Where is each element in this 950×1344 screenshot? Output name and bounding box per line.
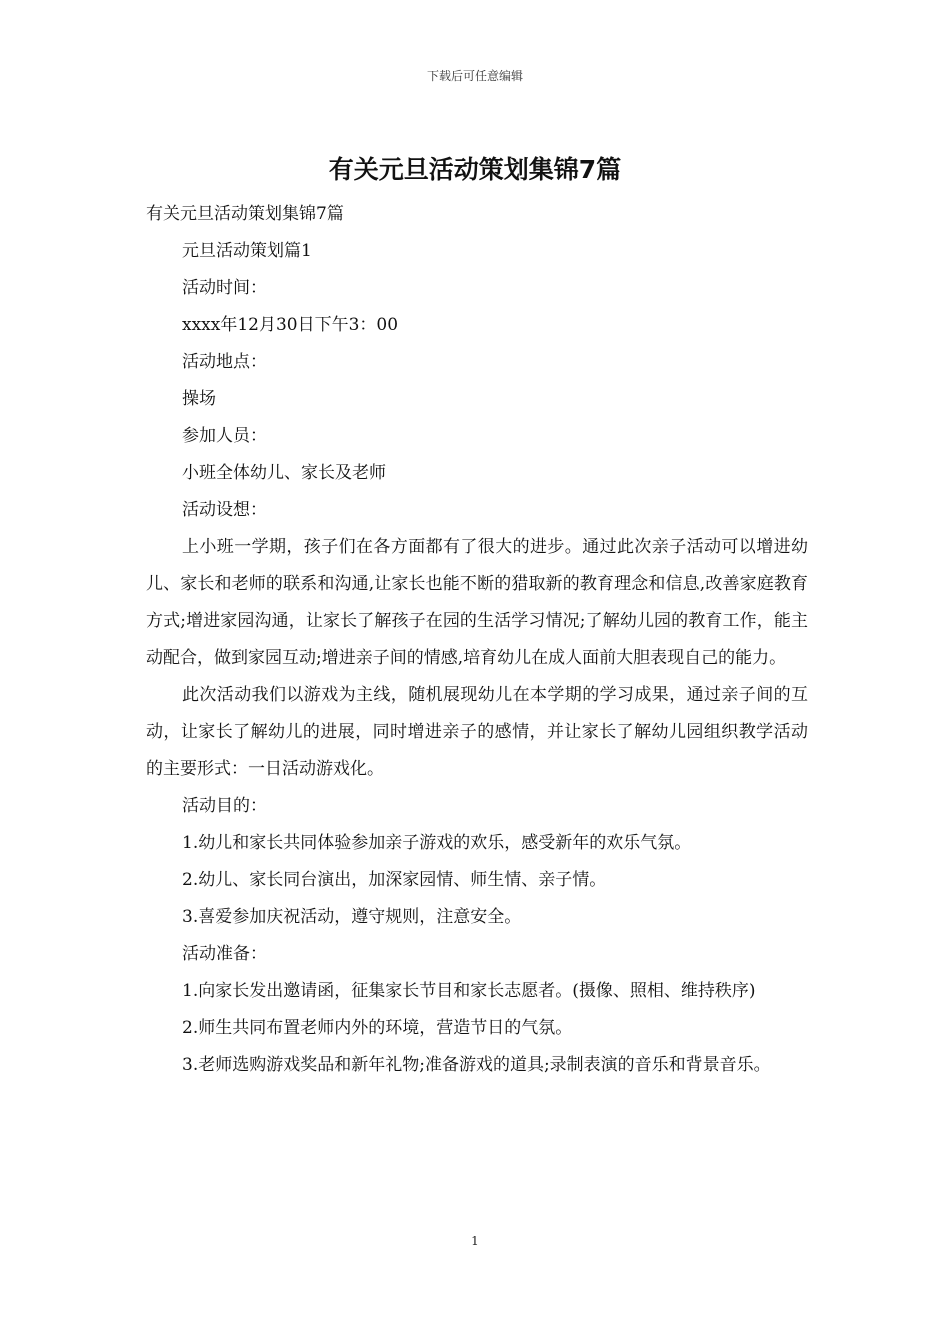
prep-item-2: 2.师生共同布置老师内外的环境，营造节日的气氛。 [182, 1018, 573, 1038]
idea-paragraph-2: 此次活动我们以游戏为主线，随机展现幼儿在本学期的学习成果，通过亲子间的互动，让家长了解幼儿的进展，同时增进亲子的感情，并让家长了解幼儿园组织教学活动的主要形式：一日活动游戏化。 [146, 685, 808, 779]
subtitle-line: 有关元旦活动策划集锦7篇 [146, 204, 344, 224]
people-label: 参加人员： [182, 426, 267, 446]
place-label: 活动地点： [182, 352, 267, 372]
goal-label: 活动目的： [182, 796, 267, 816]
page-number: 1 [471, 1234, 479, 1248]
goal-item-3: 3.喜爱参加庆祝活动，遵守规则，注意安全。 [182, 907, 522, 927]
idea-paragraph-1: 上小班一学期，孩子们在各方面都有了很大的进步。通过此次亲子活动可以增进幼儿、家长和老师的联系和沟通,让家长也能不断的猎取新的教育理念和信息,改善家庭教育方式;增进家园沟通，让家长了解孩子在园的生活学习情况;了解幼儿园的教育工作，能主动配合，做到家园互动;增进亲子间的情感,培育幼儿在成人面前大胆表现自己的能力。 [146, 537, 808, 668]
document-title: 有关元旦活动策划集锦7篇 [328, 155, 622, 184]
document-body [146, 196, 808, 1084]
time-value: xxxx年12月30日下午3：00 [182, 315, 399, 335]
prep-item-3: 3.老师选购游戏奖品和新年礼物;准备游戏的道具;录制表演的音乐和背景音乐。 [182, 1055, 771, 1075]
idea-label: 活动设想： [182, 500, 267, 520]
prep-item-1: 1.向家长发出邀请函，征集家长节目和家长志愿者。(摄像、照相、维持秩序) [182, 981, 756, 1001]
header-note: 下载后可任意编辑 [426, 69, 523, 83]
goal-item-1: 1.幼儿和家长共同体验参加亲子游戏的欢乐，感受新年的欢乐气氛。 [182, 833, 692, 853]
goal-item-2: 2.幼儿、家长同台演出，加深家园情、师生情、亲子情。 [182, 870, 607, 890]
section-heading: 元旦活动策划篇1 [182, 241, 312, 261]
prep-label: 活动准备： [182, 944, 267, 964]
time-label: 活动时间： [182, 278, 267, 298]
place-value: 操场 [182, 389, 216, 409]
people-value: 小班全体幼儿、家长及老师 [182, 463, 386, 483]
